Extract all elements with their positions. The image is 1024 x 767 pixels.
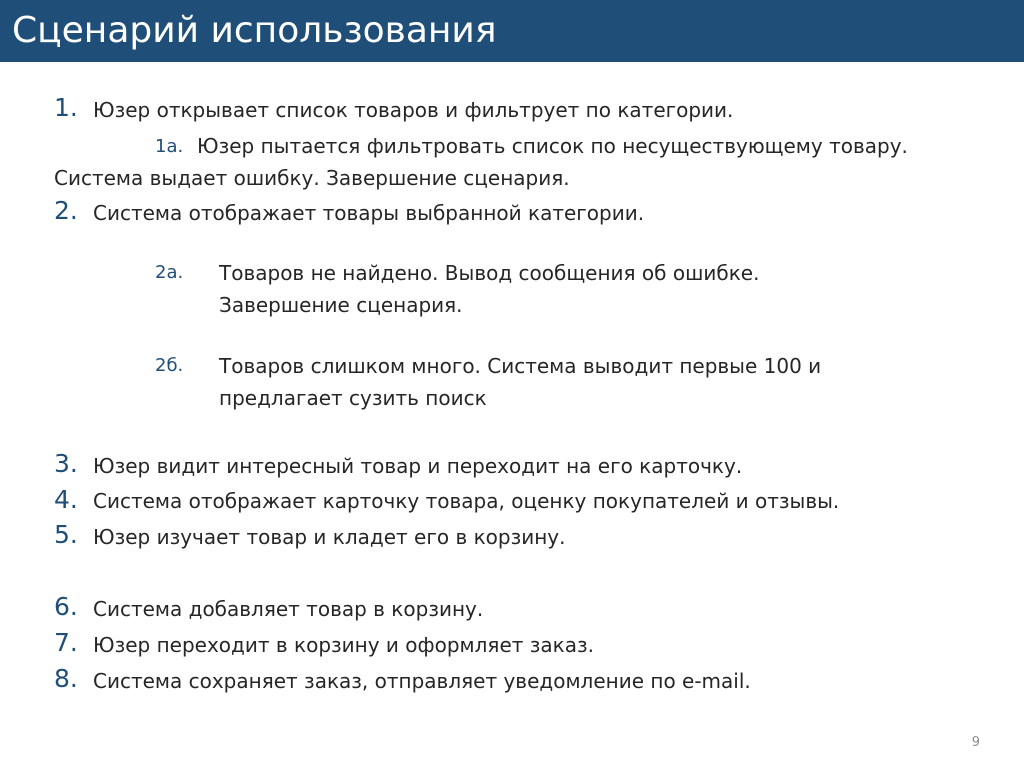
step-3-text: Юзер видит интересный товар и переходит на его карточку.	[93, 454, 743, 478]
step-7-number: 7.	[54, 628, 78, 657]
step-2a-number: 2а.	[155, 262, 184, 283]
step-7-text: Юзер переходит в корзину и оформляет заказ.	[93, 633, 594, 657]
step-2b-line-1: Товаров слишком много. Система выводит первые 100 и	[219, 354, 822, 378]
step-4-text: Система отображает карточку товара, оценку покупателей и отзывы.	[93, 489, 840, 513]
page-number: 9	[971, 735, 980, 750]
step-4-number: 4.	[54, 485, 78, 514]
step-2-text: Система отображает товары выбранной категории.	[93, 201, 645, 225]
step-6-number: 6.	[54, 592, 78, 621]
step-5-number: 5.	[54, 520, 78, 549]
step-1a-text: Юзер пытается фильтровать список по несуществующему товару.	[197, 134, 908, 158]
step-1-number: 1.	[54, 93, 78, 122]
step-3-number: 3.	[54, 449, 78, 478]
step-6-text: Система добавляет товар в корзину.	[93, 597, 484, 621]
step-2a-line-2: Завершение сценария.	[219, 293, 463, 317]
step-5-text: Юзер изучает товар и кладет его в корзину.	[93, 525, 566, 549]
page-title: Сценарий использования	[12, 10, 497, 51]
step-8-text: Система сохраняет заказ, отправляет уведомление по e-mail.	[93, 669, 751, 693]
step-2-number: 2.	[54, 196, 78, 225]
step-8-number: 8.	[54, 664, 78, 693]
step-2b-line-2: предлагает сузить поиск	[219, 386, 487, 410]
step-1a-continuation: Система выдает ошибку. Завершение сценария.	[54, 166, 570, 190]
step-2b-number: 2б.	[155, 355, 184, 376]
step-2a-line-1: Товаров не найдено. Вывод сообщения об ошибке.	[219, 261, 760, 285]
step-1a-number: 1а.	[155, 136, 184, 157]
step-1-text: Юзер открывает список товаров и фильтрует по категории.	[93, 98, 734, 122]
